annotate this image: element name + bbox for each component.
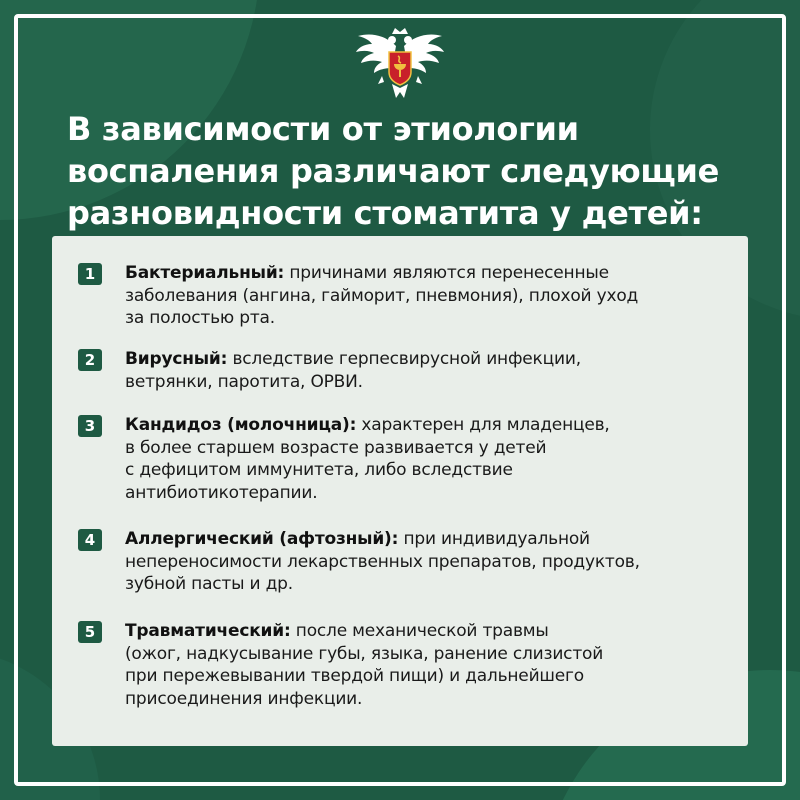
- heading: [67, 108, 747, 234]
- item-line: антибиотикотерапии.: [125, 482, 318, 503]
- heading-line: В зависимости от этиологии: [67, 110, 579, 148]
- item-line: при индивидуальной: [398, 529, 590, 549]
- item-line: при пережевывании твердой пищи) и дальнейшего: [125, 666, 584, 686]
- item-text: [125, 414, 745, 504]
- item-text: [125, 620, 745, 710]
- item-text: [125, 262, 745, 330]
- heading-line: воспаления различают следующие: [67, 152, 720, 190]
- item-term: Аллергический (афтозный):: [125, 529, 399, 549]
- eagle-emblem-icon: [352, 26, 448, 104]
- number-badge: 2: [78, 349, 102, 371]
- item-term: Кандидоз (молочница):: [125, 415, 357, 435]
- number-badge: 3: [78, 415, 102, 437]
- item-term: Бактериальный:: [125, 263, 285, 283]
- item-text: [125, 348, 745, 393]
- item-line: с дефицитом иммунитета, либо вследствие: [125, 460, 513, 480]
- item-term: Травматический:: [125, 621, 291, 641]
- item-line: ветрянки, паротита, ОРВИ.: [125, 371, 363, 392]
- heading-line: разновидности стоматита у детей:: [67, 194, 703, 232]
- item-line: (ожог, надкусывание губы, языка, ранение слизистой: [125, 643, 604, 664]
- info-card: [52, 236, 748, 746]
- item-line: за полостью рта.: [125, 308, 275, 328]
- item-term: Вирусный:: [125, 349, 228, 369]
- item-line: заболевания (ангина, гайморит, пневмония), плохой уход: [125, 285, 639, 306]
- item-line: после механической травмы: [290, 621, 549, 641]
- item-line: характерен для младенцев,: [356, 415, 610, 435]
- number-badge: 1: [78, 263, 102, 285]
- item-line: непереносимости лекарственных препаратов, продуктов,: [125, 551, 640, 572]
- item-line: вследствие герпесвирусной инфекции,: [227, 349, 581, 369]
- item-line: зубной пасты и др.: [125, 574, 293, 594]
- number-badge: 5: [78, 621, 102, 643]
- item-line: в более старшем возрасте развивается у детей: [125, 437, 547, 458]
- item-line: причинами являются перенесенные: [284, 263, 609, 283]
- item-line: присоединения инфекции.: [125, 688, 363, 709]
- item-text: [125, 528, 745, 596]
- number-badge: 4: [78, 529, 102, 551]
